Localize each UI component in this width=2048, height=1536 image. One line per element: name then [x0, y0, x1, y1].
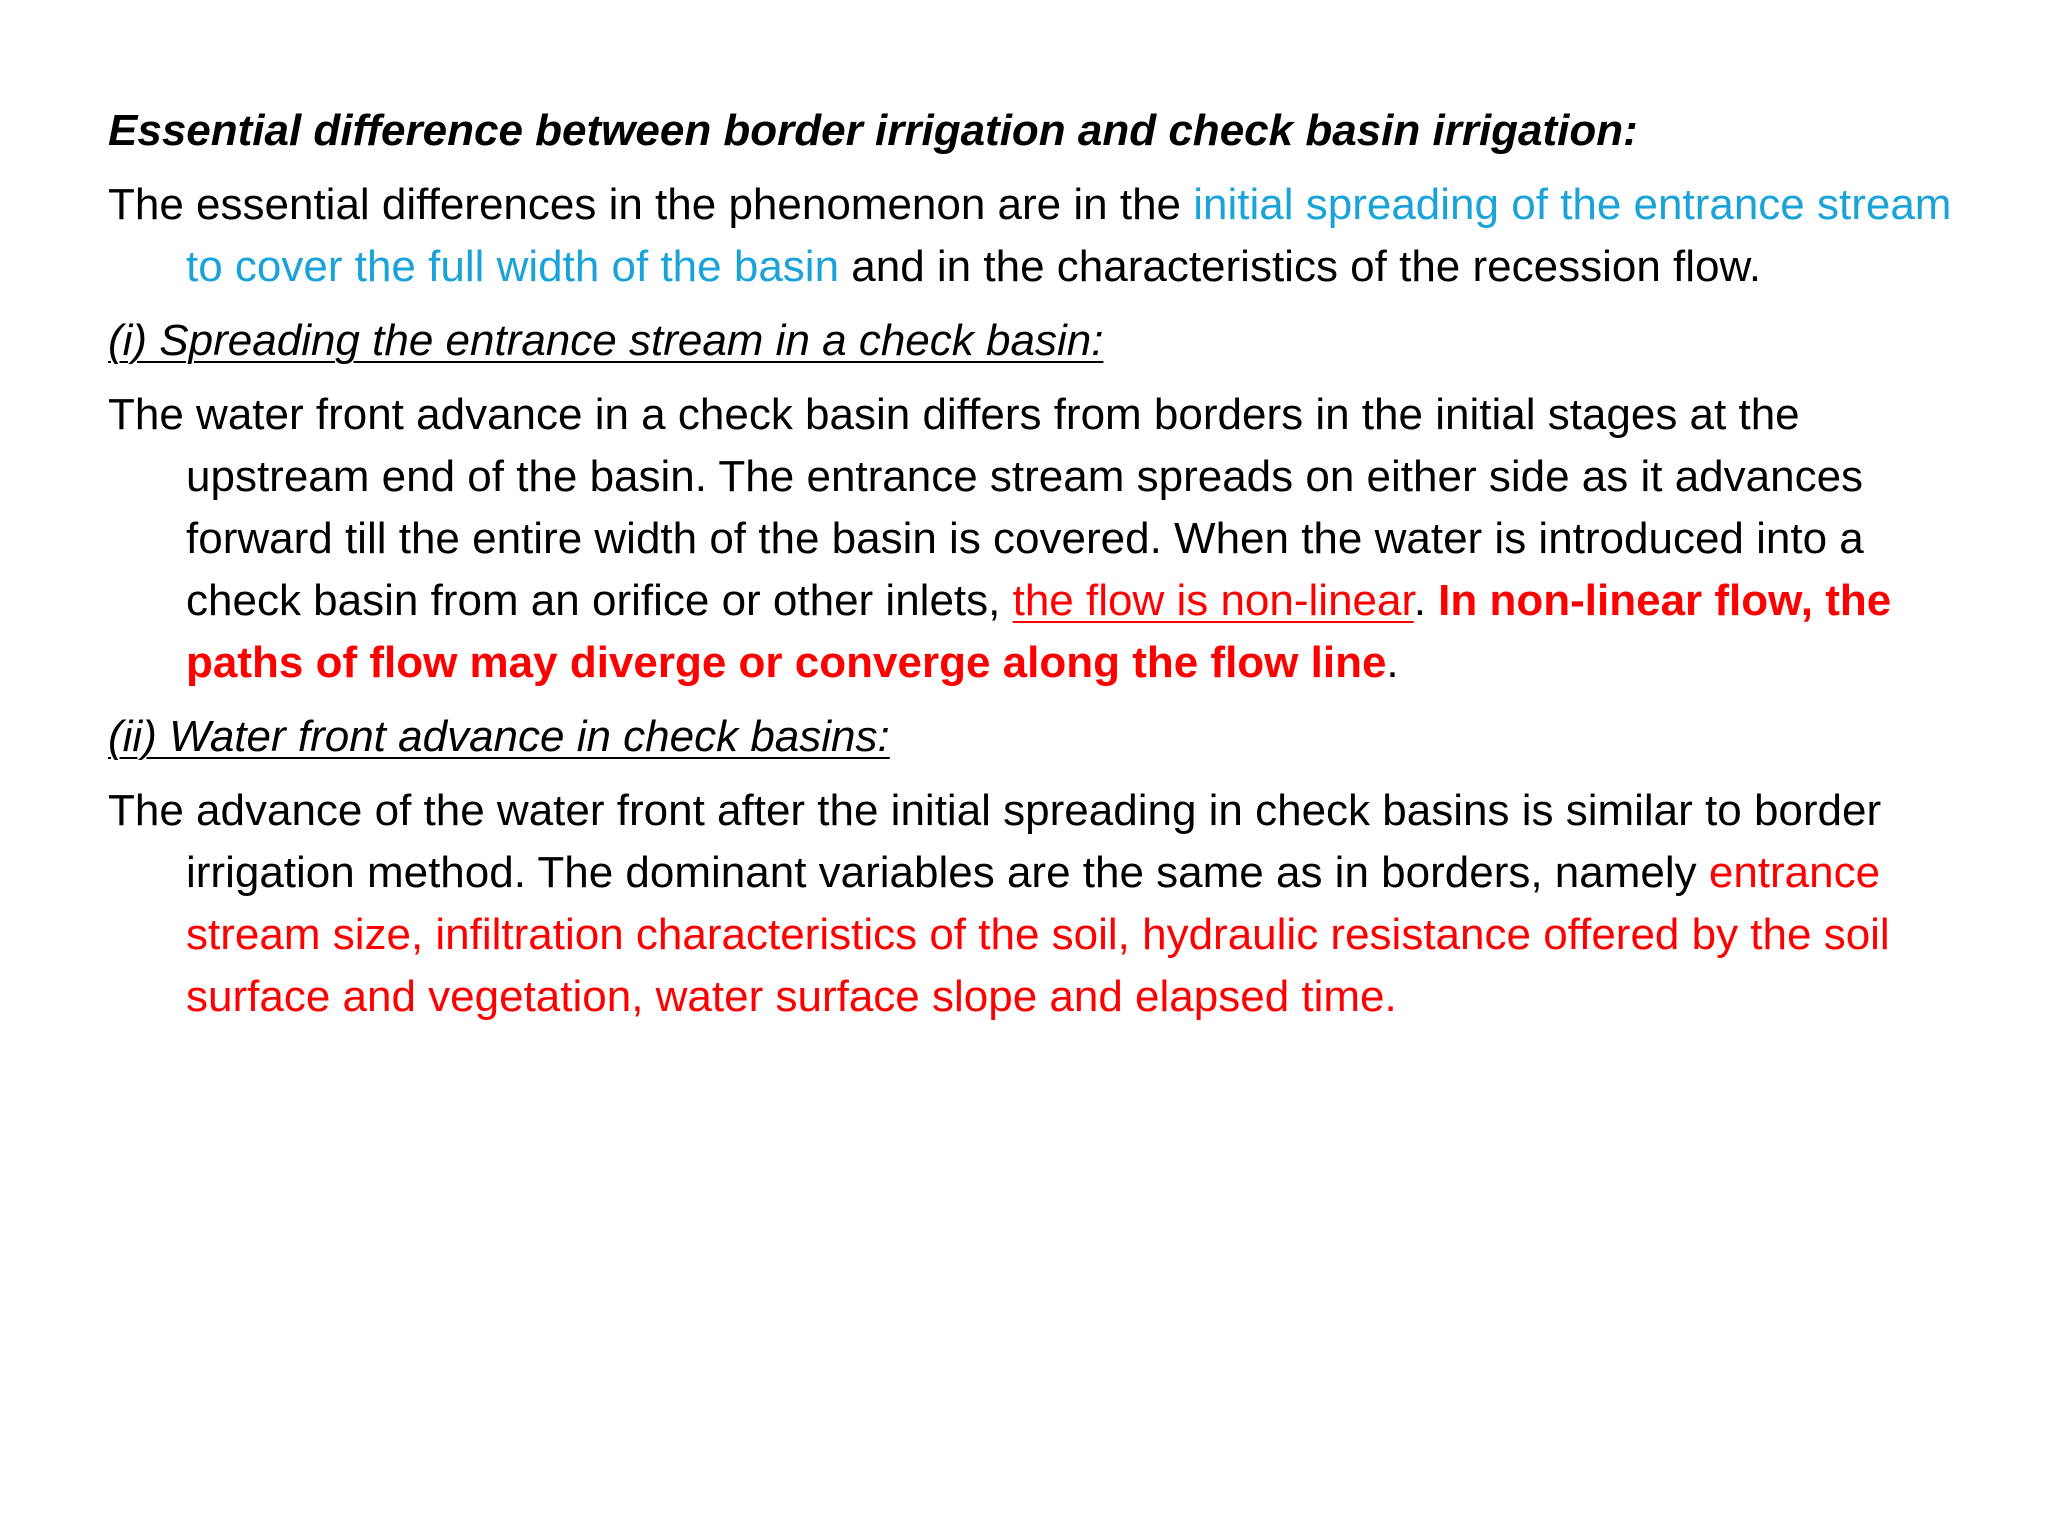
subheading-spreading: (i) Spreading the entrance stream in a check basin: — [108, 316, 1104, 365]
para1-text-start: The essential differences in the phenomenon are in the — [108, 180, 1194, 229]
para3-red-variables: entrance stream size, infiltration characteristics of the soil, hydraulic resistance offered by the soil surface and vegetation, water surface slope and elapsed time. — [186, 848, 1890, 1021]
para1-text-end: and in the characteristics of the recession flow. — [839, 242, 1762, 291]
main-heading: Essential difference between border irrigation and check basin irrigation: — [108, 106, 1638, 155]
para2-red-bold: In non-linear flow, the paths of flow may diverge or converge along the flow line — [186, 576, 1892, 687]
para3-text-start: The advance of the water front after the initial spreading in check basins is similar to border irrigation method. The dominant variables are the same as in borders, namely — [108, 786, 1882, 897]
paragraph-water-front — [108, 780, 1968, 1028]
para2-text-start: The water front advance in a check basin differs from borders in the initial stages at the upstream end of the basin. The entrance stream spreads on either side as it advances forward till the entire width of the basin is covered. When the water is introduced into a check basin from an orifice or other inlets, — [108, 390, 1864, 625]
slide-content — [108, 100, 1968, 1040]
paragraph-essential-differences — [108, 174, 1968, 298]
paragraph-spreading — [108, 384, 1968, 694]
subheading-water-front: (ii) Water front advance in check basins: — [108, 712, 890, 761]
para2-red-underlined: the flow is non-linear — [1012, 576, 1414, 625]
para1-blue-highlight: initial spreading of the entrance stream to cover the full width of the basin — [186, 180, 1952, 291]
para2-period-2: . — [1386, 638, 1399, 687]
para2-period-1: . — [1413, 576, 1439, 625]
